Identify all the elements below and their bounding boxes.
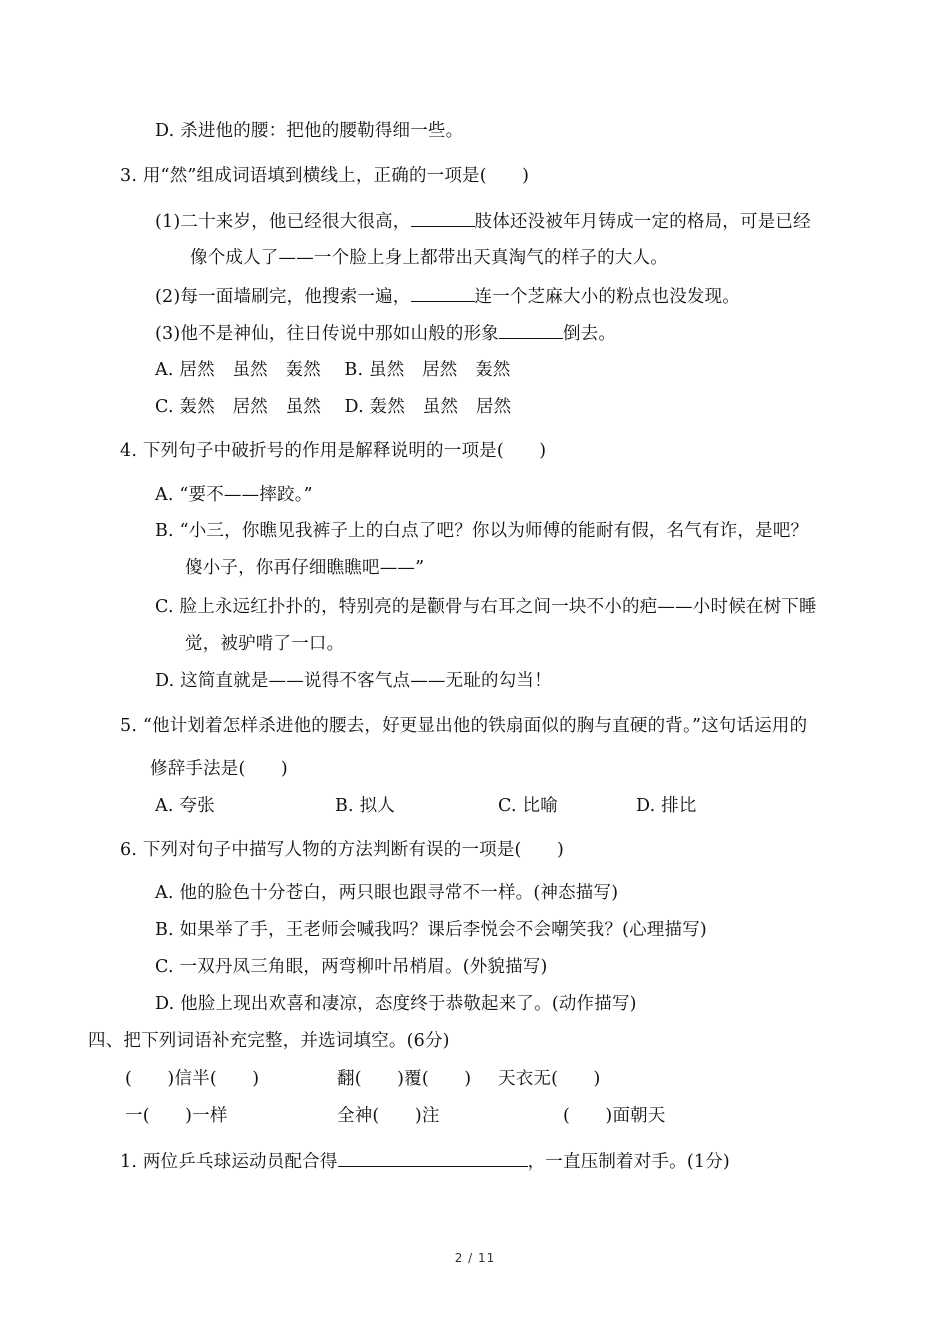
section-4-title: 四、把下列词语补充完整，并选词填空。(6分) — [88, 1031, 450, 1051]
q5-option-b: B. 拟人 — [335, 796, 395, 816]
q3-stem: 3. 用“然”组成词语填到横线上，正确的一项是( ) — [120, 166, 530, 186]
q3-s2-post: 连一个芝麻大小的粉点也没发现。 — [474, 287, 740, 307]
idiom-3: 天衣无( ) — [498, 1069, 601, 1089]
q3-options-cd: C. 轰然 居然 虽然 D. 轰然 虽然 居然 — [155, 397, 512, 417]
q6-option-d: D. 他脸上现出欢喜和凄凉，态度终于恭敬起来了。(动作描写) — [155, 994, 637, 1014]
q6-stem: 6. 下列对句子中描写人物的方法判断有误的一项是( ) — [120, 840, 565, 860]
idiom-4: 一( )一样 — [125, 1106, 228, 1126]
q3-s3-pre: (3)他不是神仙，往日传说中那如山般的形象 — [155, 324, 499, 344]
sec4-question-1 — [120, 1150, 730, 1173]
q4-option-b-cont: 傻小子，你再仔细瞧瞧吧——” — [185, 558, 425, 578]
q4-option-b: B. “小三，你瞧见我裤子上的白点了吧？你以为师傅的能耐有假，名气有诈，是吧？ — [155, 521, 809, 541]
q3-sentence-3 — [155, 322, 616, 345]
q3-s2-pre: (2)每一面墙刷完，他搜索一遍， — [155, 287, 411, 307]
q4-stem: 4. 下列句子中破折号的作用是解释说明的一项是( ) — [120, 441, 547, 461]
q5-stem: 5. “他计划着怎样杀进他的腰去，好更显出他的铁扇面似的胸与直硬的背。”这句话运用的 — [120, 716, 808, 736]
page-number: 2 / 11 — [454, 1251, 496, 1265]
q5-option-c: C. 比喻 — [498, 796, 558, 816]
q3-s1-post: 肢体还没被年月铸成一定的格局，可是已经 — [474, 212, 811, 232]
q3-s3-post: 倒去。 — [563, 324, 617, 344]
q5-stem-cont: 修辞手法是( ) — [150, 759, 288, 779]
q3-s1-pre: (1)二十来岁，他已经很大很高， — [155, 212, 411, 232]
q6-option-a: A. 他的脸色十分苍白，两只眼也跟寻常不一样。(神态描写) — [155, 883, 619, 903]
q3-sentence-1 — [155, 210, 811, 233]
q5-option-a: A. 夸张 — [155, 796, 215, 816]
sec4-q1-pre: 1. 两位乒乓球运动员配合得 — [120, 1152, 338, 1172]
q3-sentence-2 — [155, 285, 740, 308]
q3-options-ab: A. 居然 虽然 轰然 B. 虽然 居然 轰然 — [155, 360, 511, 380]
sec4-q1-post: ，一直压制着对手。(1分) — [527, 1152, 730, 1172]
q4-option-c: C. 脸上永远红扑扑的，特别亮的是颧骨与右耳之间一块不小的疤——小时候在树下睡 — [155, 597, 817, 617]
q2-option-d: D. 杀进他的腰：把他的腰勒得细一些。 — [155, 121, 464, 141]
q4-option-a: A. “要不——摔跤。” — [155, 485, 313, 505]
q3-blank-3[interactable] — [499, 322, 563, 339]
idiom-5: 全神( )注 — [337, 1106, 440, 1126]
idiom-1: ( )信半( ) — [125, 1069, 260, 1089]
q3-blank-2[interactable] — [411, 285, 475, 302]
idiom-6: ( )面朝天 — [563, 1106, 666, 1126]
q3-sentence-1-cont: 像个成人了——一个脸上身上都带出天真淘气的样子的大人。 — [190, 248, 668, 268]
q6-option-c: C. 一双丹凤三角眼，两弯柳叶吊梢眉。(外貌描写) — [155, 957, 548, 977]
q6-option-b: B. 如果举了手，王老师会喊我吗？课后李悦会不会嘲笑我？(心理描写) — [155, 920, 707, 940]
q4-option-d: D. 这简直就是——说得不客气点——无耻的勾当！ — [155, 671, 552, 691]
q4-option-c-cont: 觉，被驴啃了一口。 — [185, 634, 345, 654]
idiom-2: 翻( )覆( ) — [337, 1069, 472, 1089]
q5-option-d: D. 排比 — [636, 796, 697, 816]
sec4-q1-blank[interactable] — [338, 1150, 528, 1167]
q3-blank-1[interactable] — [411, 210, 475, 227]
